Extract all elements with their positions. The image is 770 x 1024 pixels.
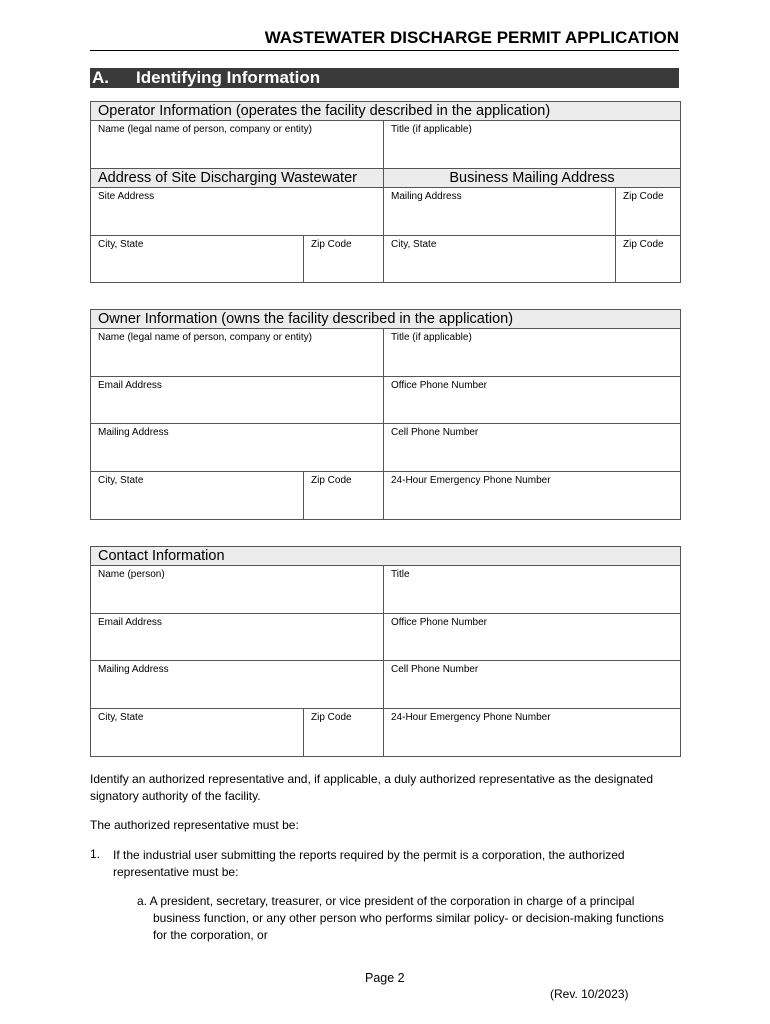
owner-header: Owner Information (owns the facility described in the application) xyxy=(91,310,681,329)
owner-emergency-phone-field[interactable]: 24-Hour Emergency Phone Number xyxy=(384,472,681,520)
section-name: Identifying Information xyxy=(136,68,321,87)
document-title: WASTEWATER DISCHARGE PERMIT APPLICATION xyxy=(90,28,679,51)
owner-title-field[interactable]: Title (if applicable) xyxy=(384,329,681,377)
authorized-rep-requirement: The authorized representative must be: xyxy=(90,818,299,832)
contact-cell-phone-field[interactable]: Cell Phone Number xyxy=(384,661,681,709)
contact-information-table xyxy=(90,546,681,757)
operator-name-field[interactable]: Name (legal name of person, company or entity) xyxy=(91,121,384,169)
site-city-state-field[interactable]: City, State xyxy=(91,236,304,283)
contact-email-field[interactable]: Email Address xyxy=(91,614,384,661)
owner-zip-field[interactable]: Zip Code xyxy=(304,472,384,520)
owner-office-phone-field[interactable]: Office Phone Number xyxy=(384,377,681,424)
operator-information-table xyxy=(90,101,681,283)
list-item-number: 1. xyxy=(90,847,101,861)
contact-header: Contact Information xyxy=(91,547,681,566)
contact-emergency-phone-field[interactable]: 24-Hour Emergency Phone Number xyxy=(384,709,681,757)
section-header-bar xyxy=(90,68,679,88)
business-mailing-address-field[interactable]: Mailing Address xyxy=(384,188,616,236)
list-item-corporation: If the industrial user submitting the reports required by the permit is a corporation, the authorized representative must be: xyxy=(113,848,625,879)
owner-cell-phone-field[interactable]: Cell Phone Number xyxy=(384,424,681,472)
contact-city-state-field[interactable]: City, State xyxy=(91,709,304,757)
site-address-field[interactable]: Site Address xyxy=(91,188,384,236)
list-subitem-a-text: a. A president, secretary, treasurer, or vice president of the corporation in charge of a principal business function, or any other person who performs similar policy- or decision-making functions for the corporation, or xyxy=(137,894,664,942)
site-zip-field[interactable]: Zip Code xyxy=(304,236,384,283)
section-letter: A. xyxy=(92,68,109,87)
owner-name-field[interactable]: Name (legal name of person, company or entity) xyxy=(91,329,384,377)
contact-office-phone-field[interactable]: Office Phone Number xyxy=(384,614,681,661)
contact-mailing-address-field[interactable]: Mailing Address xyxy=(91,661,384,709)
contact-title-field[interactable]: Title xyxy=(384,566,681,614)
site-address-header: Address of Site Discharging Wastewater xyxy=(91,169,384,188)
page-number: Page 2 xyxy=(365,971,405,985)
owner-mailing-address-field[interactable]: Mailing Address xyxy=(91,424,384,472)
owner-city-state-field[interactable]: City, State xyxy=(91,472,304,520)
business-zip-code-field[interactable]: Zip Code xyxy=(616,236,681,283)
revision-date: (Rev. 10/2023) xyxy=(550,987,629,1001)
contact-zip-field[interactable]: Zip Code xyxy=(304,709,384,757)
business-zip-field[interactable]: Zip Code xyxy=(616,188,681,236)
owner-information-table xyxy=(90,309,681,520)
contact-name-field[interactable]: Name (person) xyxy=(91,566,384,614)
operator-header: Operator Information (operates the facility described in the application) xyxy=(91,102,681,121)
business-city-state-field[interactable]: City, State xyxy=(384,236,616,283)
list-subitem-a xyxy=(137,893,667,944)
business-mailing-header: Business Mailing Address xyxy=(384,169,681,188)
authorized-rep-intro: Identify an authorized representative and, if applicable, a duly authorized representative as the designated signatory authority of the facility. xyxy=(90,772,654,803)
operator-title-field[interactable]: Title (if applicable) xyxy=(384,121,681,169)
owner-email-field[interactable]: Email Address xyxy=(91,377,384,424)
